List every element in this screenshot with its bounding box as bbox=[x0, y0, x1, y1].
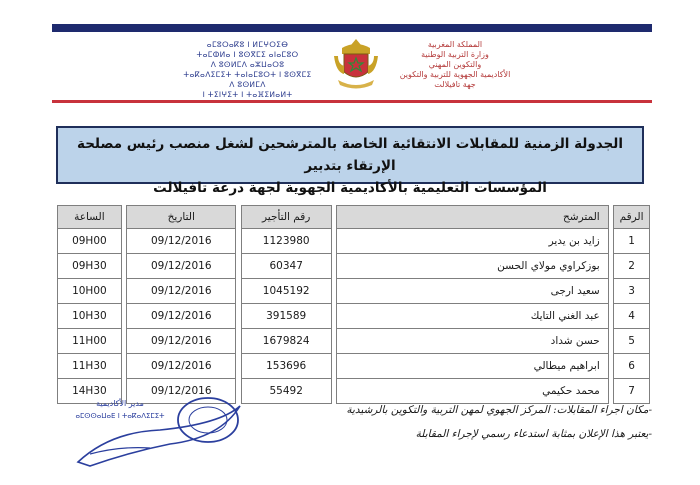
cell-time: 14H30 bbox=[58, 379, 122, 404]
cell-time: 11H30 bbox=[58, 354, 122, 379]
table-row bbox=[58, 329, 650, 354]
arabic-header-line: جهة تافيلالت bbox=[434, 80, 476, 89]
cell-time: 09H00 bbox=[58, 229, 122, 254]
header-tifinagh-text bbox=[175, 40, 320, 100]
cell-candidate: حسن شداد bbox=[337, 329, 609, 354]
official-stamp-signature bbox=[50, 392, 250, 472]
cell-payroll-number: 55492 bbox=[241, 379, 331, 404]
cell-date: 09/12/2016 bbox=[127, 254, 236, 279]
cell-candidate: عبد الغني التايك bbox=[337, 304, 609, 329]
cell-number: 6 bbox=[614, 354, 650, 379]
cell-number: 2 bbox=[614, 254, 650, 279]
cell-number: 1 bbox=[614, 229, 650, 254]
table-header-row bbox=[58, 206, 650, 229]
tifinagh-line: ⴰⵎⵓⵔⴰⴽⵓ ⵏ ⵍⵎⵖⵔⵉⴱ bbox=[206, 40, 289, 49]
cell-payroll-number: 153696 bbox=[241, 354, 331, 379]
document-title bbox=[56, 126, 644, 196]
header-candidate: المترشح bbox=[337, 206, 609, 229]
note-location: -مكان اجراء المقابلات: المركز الجهوي لمهن التربية والتكوين بالرشيدية bbox=[346, 404, 652, 416]
cell-date: 09/12/2016 bbox=[127, 354, 236, 379]
stamp-tifinagh-text: ⴰⵎⵙⵙⴰⵡⴰⴹ ⵏ ⵜⴰⴽⴰⴷⵉⵎⵉⵜ bbox=[75, 412, 165, 420]
header-payroll-number: رقم التأجير bbox=[241, 206, 331, 229]
cell-number: 3 bbox=[614, 279, 650, 304]
cell-date: 09/12/2016 bbox=[127, 379, 236, 404]
cell-number: 7 bbox=[614, 379, 650, 404]
table-row bbox=[58, 254, 650, 279]
cell-candidate: بوزكراوي مولاي الحسن bbox=[337, 254, 609, 279]
arabic-header-line: والتكوين المهني bbox=[428, 60, 482, 69]
header-top-band bbox=[52, 24, 652, 32]
cell-payroll-number: 391589 bbox=[241, 304, 331, 329]
cell-date: 09/12/2016 bbox=[127, 279, 236, 304]
title-line-2: المؤسسات التعليمية بالأكاديمية الجهوية لجهة درعة تافيلالت bbox=[153, 180, 547, 196]
moroccan-coat-of-arms-icon bbox=[328, 36, 384, 92]
tifinagh-line: ⴷ ⵓⵙⵍⵎⴷ bbox=[229, 80, 266, 89]
notes bbox=[300, 398, 652, 446]
cell-number: 4 bbox=[614, 304, 650, 329]
cell-number: 5 bbox=[614, 329, 650, 354]
cell-candidate: سعيد ارجى bbox=[337, 279, 609, 304]
cell-date: 09/12/2016 bbox=[127, 229, 236, 254]
cell-payroll-number: 1045192 bbox=[241, 279, 331, 304]
cell-date: 09/12/2016 bbox=[127, 329, 236, 354]
title-line-1: الجدولة الزمنية للمقابلات الانتقائية الخاصة بالمترشحين لشغل منصب رئيس مصلحة الإرتقاء بتدبير bbox=[77, 136, 623, 174]
table-row bbox=[58, 304, 650, 329]
header-date: التاريخ bbox=[127, 206, 236, 229]
arabic-header-line: المملكة المغربية bbox=[427, 40, 483, 49]
stamp-arabic-text: مدير الأكاديمية bbox=[96, 399, 144, 408]
header-time: الساعة bbox=[58, 206, 122, 229]
cell-payroll-number: 60347 bbox=[241, 254, 331, 279]
table-row bbox=[58, 354, 650, 379]
cell-time: 11H00 bbox=[58, 329, 122, 354]
tifinagh-line: ⵜⴰⵎⵀⵍⴰ ⵏ ⵓⵙⴳⵎⵉ ⴰⵏⴰⵎⵓⵔ bbox=[196, 50, 299, 59]
header-number: الرقم bbox=[614, 206, 650, 229]
cell-candidate: محمد حكيمي bbox=[337, 379, 609, 404]
cell-payroll-number: 1123980 bbox=[241, 229, 331, 254]
tifinagh-line: ⵜⴰⴽⴰⴷⵉⵎⵉⵜ ⵜⴰⵏⴰⵎⵓⵔⵜ ⵏ ⵓⵙⴳⵎⵉ bbox=[183, 70, 312, 79]
cell-candidate: ابراهيم ميطالي bbox=[337, 354, 609, 379]
cell-time: 09H30 bbox=[58, 254, 122, 279]
cell-date: 09/12/2016 bbox=[127, 304, 236, 329]
tifinagh-line: ⵏ ⵜⵉⵏⵖⵉⵜ ⵏ ⵜⴰⴼⵉⵍⴰⵍⵜ bbox=[202, 90, 293, 99]
arabic-header-line: الأكاديمية الجهوية للتربية والتكوين bbox=[399, 70, 511, 79]
table-row bbox=[58, 279, 650, 304]
note-official-notice: -يعتبر هذا الإعلان بمثابة استدعاء رسمي لإجراء المقابلة bbox=[415, 428, 652, 440]
cell-payroll-number: 1679824 bbox=[241, 329, 331, 354]
table-row bbox=[58, 229, 650, 254]
header-bottom-band bbox=[52, 100, 652, 103]
stamp-inner-circle bbox=[189, 407, 227, 433]
cell-time: 10H30 bbox=[58, 304, 122, 329]
tifinagh-line: ⴷ ⵓⵙⵍⵎⴷ ⴰⵣⵡⴰⵔⵓ bbox=[210, 60, 285, 69]
cell-candidate: زايد بن يدير bbox=[337, 229, 609, 254]
cell-time: 10H00 bbox=[58, 279, 122, 304]
schedule-table bbox=[57, 205, 650, 404]
arabic-header-line: وزارة التربية الوطنية bbox=[421, 50, 489, 59]
header-arabic-text bbox=[385, 40, 525, 90]
